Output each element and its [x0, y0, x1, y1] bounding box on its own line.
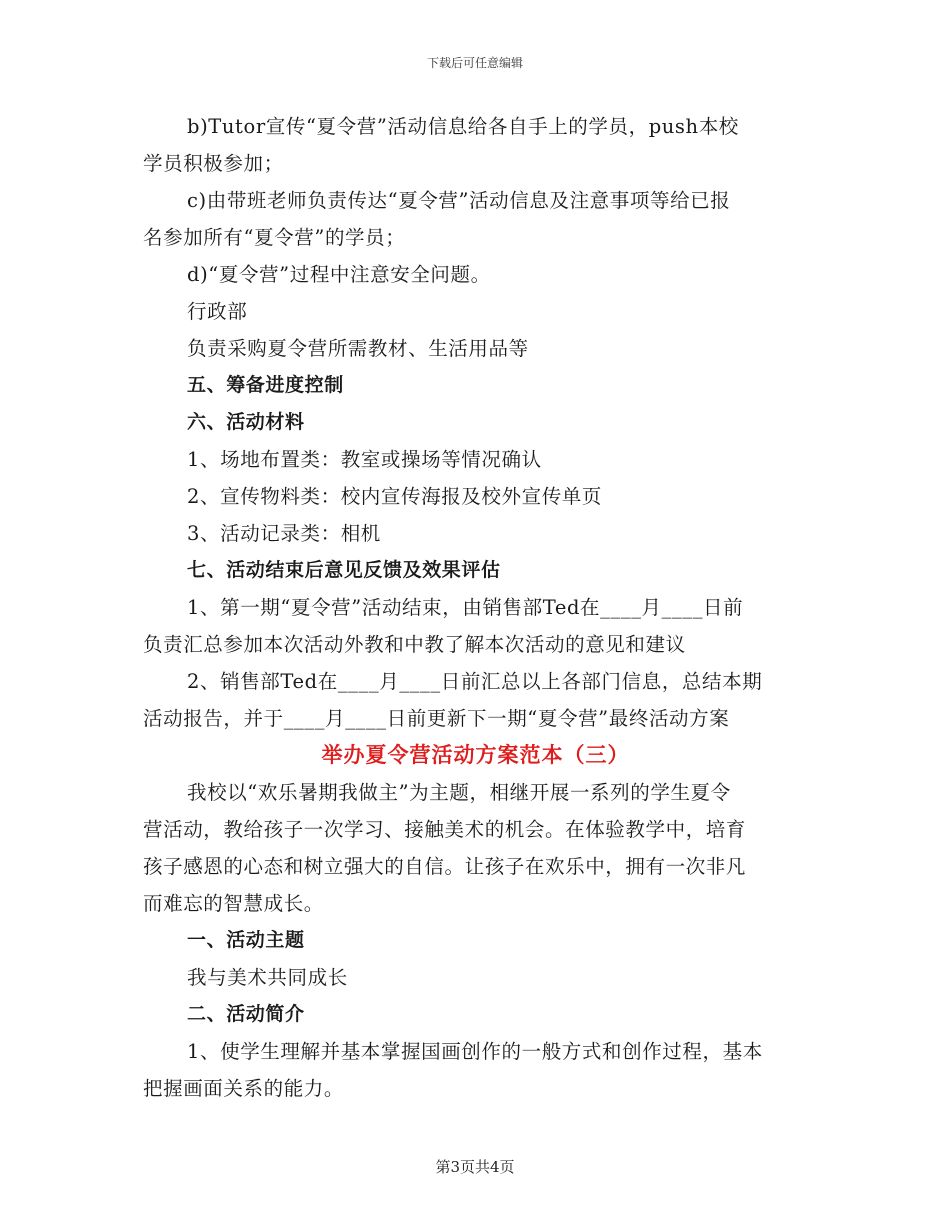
paragraph-line: 2、销售部Ted在____月____日前汇总以上各部门信息，总结本期: [187, 670, 763, 693]
paragraph-line: 行政部: [187, 300, 248, 323]
list-item: 2、宣传物料类：校内宣传海报及校外宣传单页: [187, 485, 603, 508]
paragraph-line: d)“夏令营”过程中注意安全问题。: [187, 263, 491, 286]
page-header: 下载后可任意编辑: [426, 56, 523, 70]
paragraph-line: 活动报告，并于____月____日前更新下一期“夏令营”最终活动方案: [143, 707, 730, 730]
section-heading: 六、活动材料: [187, 411, 305, 433]
paragraph-line: 负责汇总参加本次活动外教和中教了解本次活动的意见和建议: [143, 633, 686, 656]
page-footer: 第3页共4页: [435, 1158, 515, 1176]
paragraph-line: 名参加所有“夏令营”的学员；: [143, 226, 406, 249]
paragraph-line: b)Tutor宣传“夏令营”活动信息给各自手上的学员，push本校: [187, 115, 739, 138]
paragraph-line: c)由带班老师负责传达“夏令营”活动信息及注意事项等给已报: [187, 189, 731, 212]
list-item: 3、活动记录类：相机: [187, 522, 381, 545]
list-item: 1、场地布置类：教室或操场等情况确认: [187, 448, 542, 471]
paragraph-line: 1、使学生理解并基本掌握国画创作的一般方式和创作过程，基本: [187, 1040, 763, 1063]
section-heading: 二、活动简介: [187, 1003, 305, 1025]
paragraph-line: 我校以“欢乐暑期我做主”为主题，相继开展一系列的学生夏令: [187, 781, 731, 804]
paragraph-line: 负责采购夏令营所需教材、生活用品等: [187, 337, 529, 360]
paragraph-line: 孩子感恩的心态和树立强大的自信。让孩子在欢乐中，拥有一次非凡: [143, 855, 747, 878]
paragraph-line: 营活动，教给孩子一次学习、接触美术的机会。在体验教学中，培育: [143, 818, 747, 841]
paragraph-line: 学员积极参加；: [143, 152, 284, 175]
paragraph-line: 而难忘的智慧成长。: [143, 892, 324, 915]
section-heading: 七、活动结束后意见反馈及效果评估: [187, 559, 501, 581]
paragraph-line: 把握画面关系的能力。: [143, 1077, 345, 1100]
document-title: 举办夏令营活动方案范本（三）: [321, 743, 630, 767]
paragraph-line: 我与美术共同成长: [187, 966, 348, 989]
document-body: [143, 108, 808, 1107]
paragraph-line: 1、第一期“夏令营”活动结束，由销售部Ted在____月____日前: [187, 596, 744, 619]
section-heading: 一、活动主题: [187, 929, 305, 951]
section-heading: 五、筹备进度控制: [187, 374, 344, 396]
